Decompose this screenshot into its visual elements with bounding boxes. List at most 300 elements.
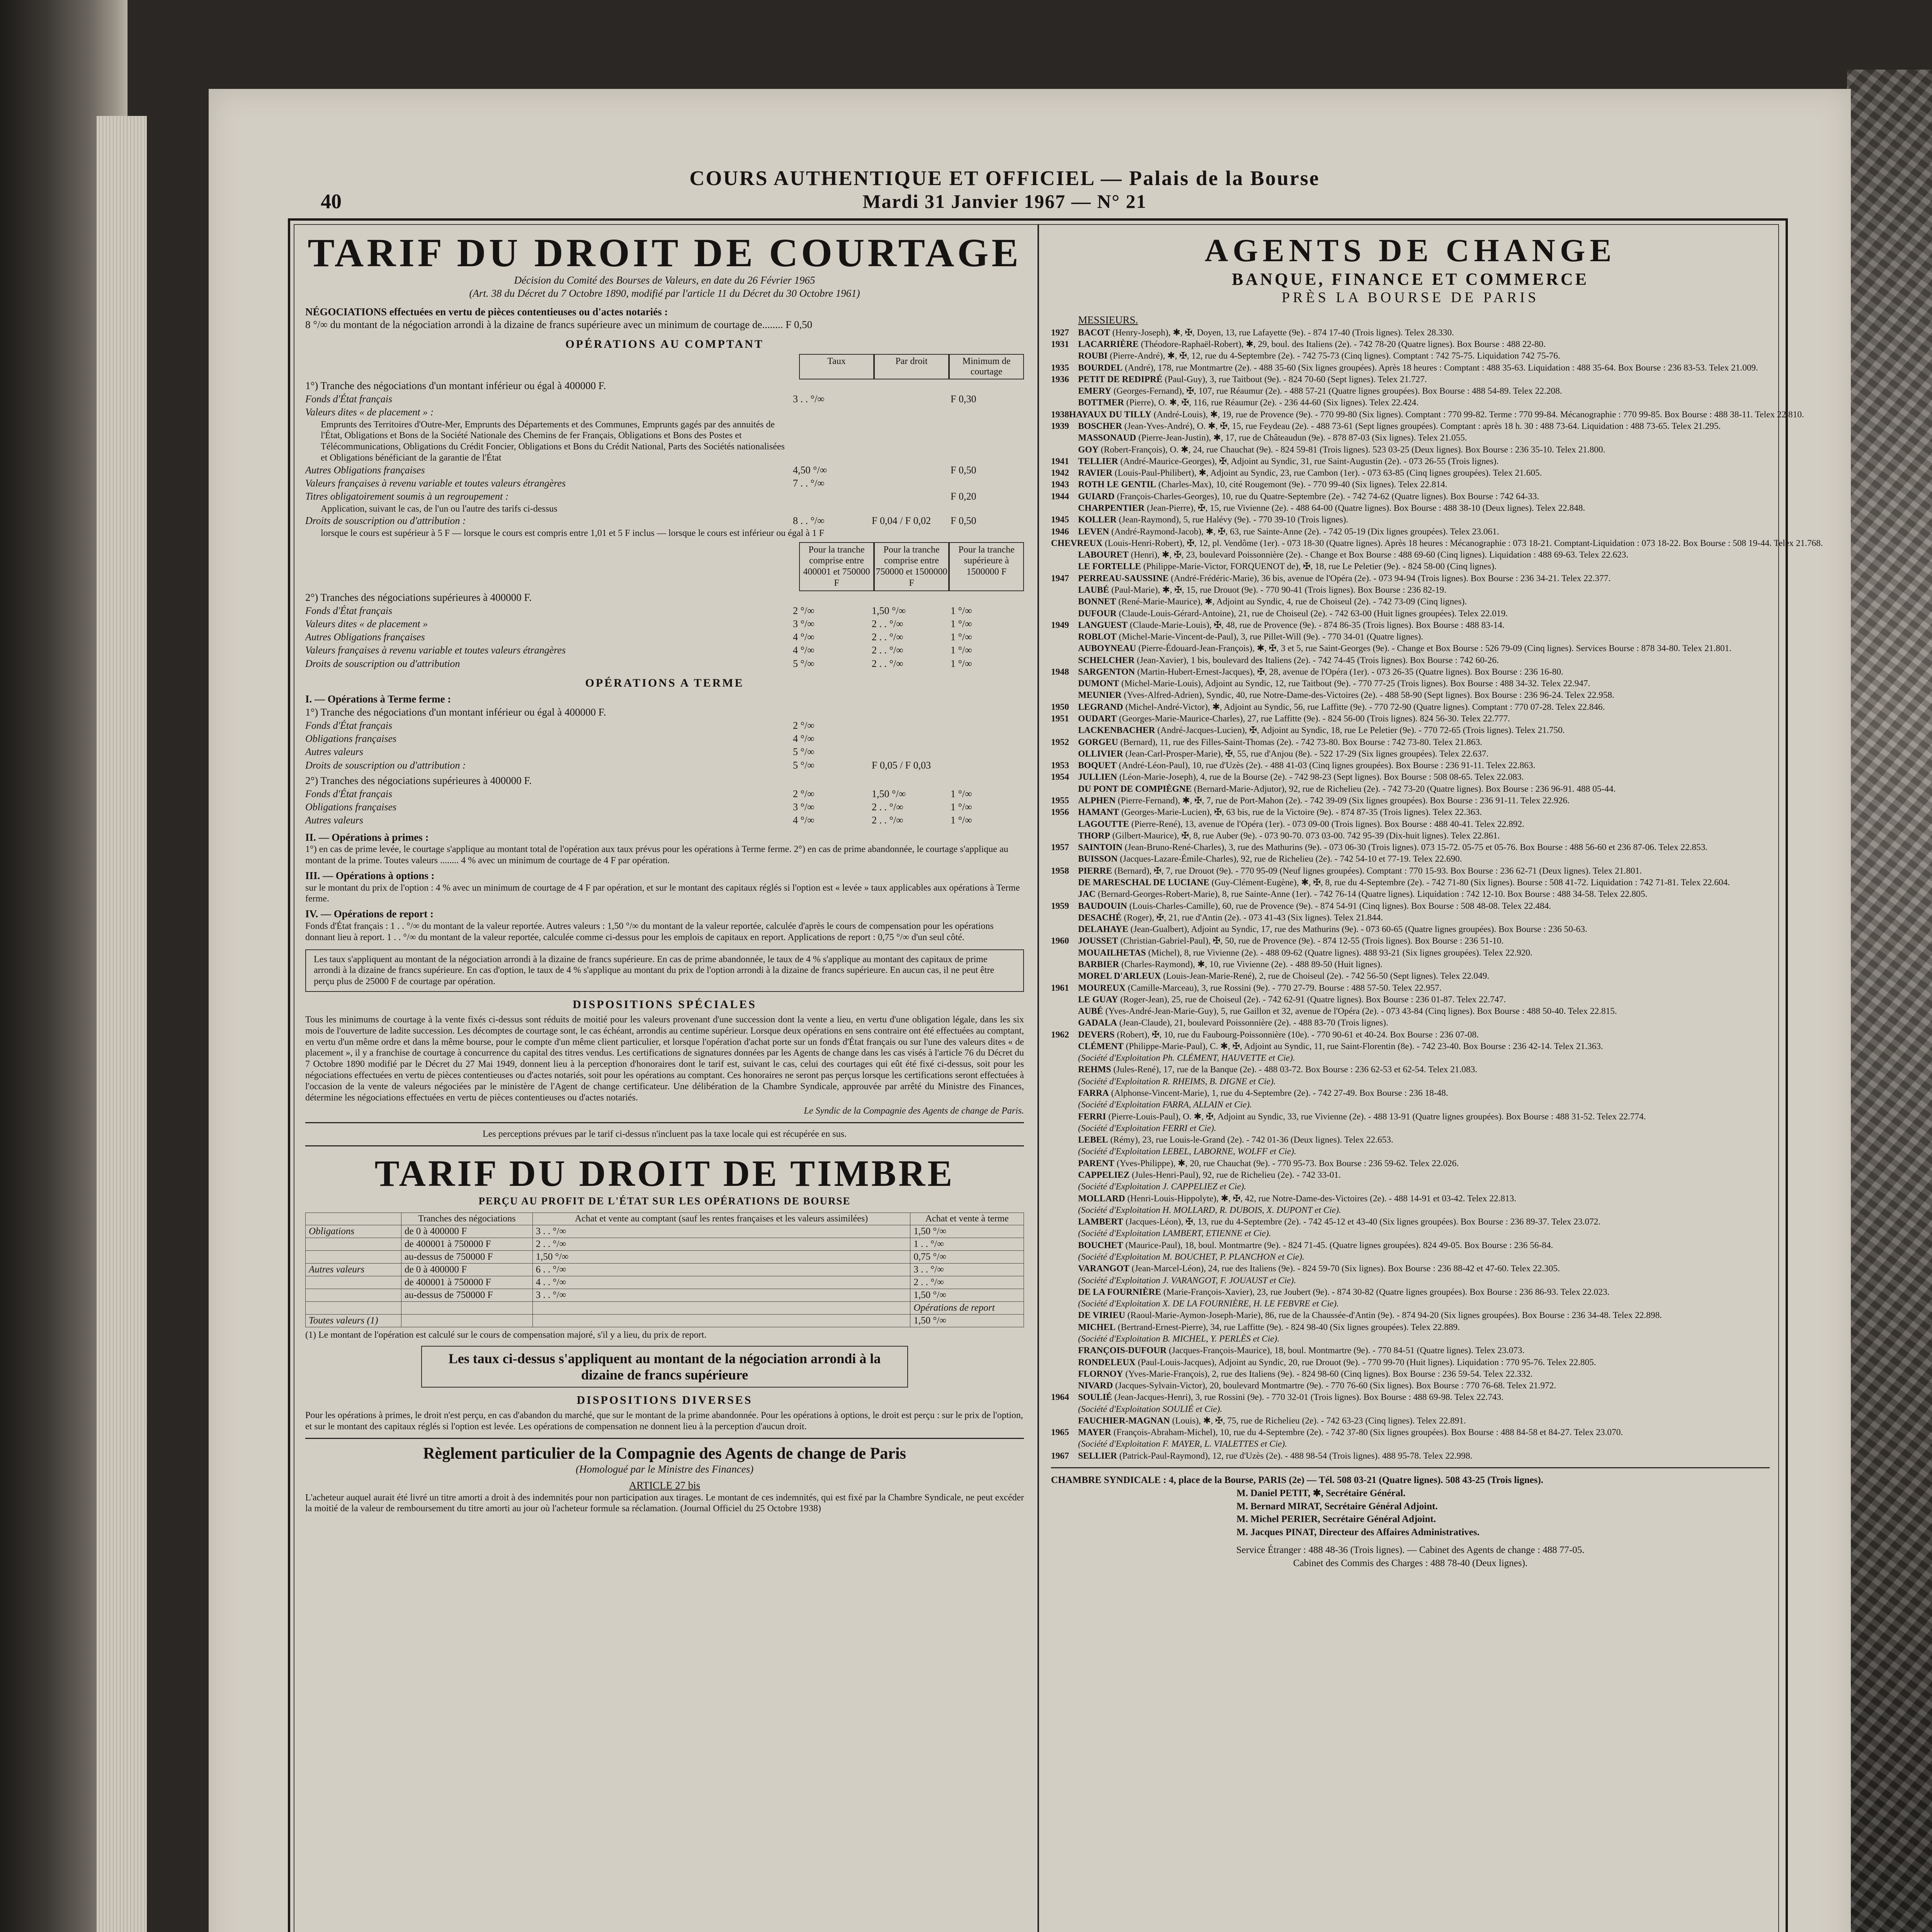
agent-year xyxy=(1051,596,1078,607)
agent-name: PIERRE xyxy=(1078,866,1112,876)
agent-details: (Yves-Marie-François), 2, rue des Italiens (9e). - 824 98-60 (Cinq lignes). Box Bourse : 236 59-54. Telex 22.332. xyxy=(1125,1369,1533,1379)
agent-year: 1957 xyxy=(1051,842,1069,853)
agent-entry xyxy=(1051,432,1770,444)
table-row: Valeurs françaises à revenu variable et toutes valeurs étrangères 4 °/∞ 2 . . °/∞ 1 °/∞ xyxy=(305,645,972,656)
agent-year xyxy=(1051,1087,1078,1099)
agent-name: AUBOYNEAU xyxy=(1078,643,1136,654)
page-edges xyxy=(97,116,147,1932)
agent-name: DE MARESCHAL DE LUCIANE xyxy=(1078,877,1209,888)
agent-details: (Pierre-Louis-Paul), O. ✱, ✠, Adjoint au Syndic, 33, rue Vivienne (2e). - 488 13-91 (Quatre lignes groupées). Box Bourse : 488 31-52. Telex 22.774. xyxy=(1108,1111,1646,1122)
agent-details: (Yves-Alfred-Adrien), Syndic, 40, rue Notre-Dame-des-Victoires (2e). - 488 58-90 (Sept lignes). Box Bourse : 236 96-24. Telex 22.958. xyxy=(1124,690,1614,701)
table-row: Autres Obligations françaises 4,50 °/∞ F 0,50 xyxy=(305,464,976,476)
agent-details: (Jacques-Lazare-Émile-Charles), 92, rue de Richelieu (2e). - 742 54-10 et 77-19. Telex 22.690. xyxy=(1120,854,1462,864)
agent-year xyxy=(1051,1099,1078,1111)
agent-entry xyxy=(1051,853,1770,865)
agent-name: ROTH LE GENTIL xyxy=(1078,480,1156,490)
table-row xyxy=(306,1301,1024,1314)
agent-details: (François-Abraham-Michel), 10, rue du 4-Septembre (2e). - 742 37-80 (Six lignes groupées). Box Bourse : 488 84-58 et 84-27. Telex 23.070. xyxy=(1113,1427,1623,1438)
primes-heading: II. — Opérations à primes : xyxy=(305,831,429,843)
agent-details: (Société d'Exploitation J. VARANGOT, F. JOUAUST et Cie). xyxy=(1078,1275,1296,1286)
agent-name: DE LA FOURNIÈRE xyxy=(1078,1287,1161,1297)
agent-details: (Maurice-Paul), 18, boul. Montmartre (9e). - 824 71-45. (Quatre lignes groupées). 824 49-05. Box Bourse : 236 56-84. xyxy=(1125,1240,1553,1250)
agent-year xyxy=(1051,549,1078,561)
page-number: 40 xyxy=(321,190,342,213)
courtage-decree: (Art. 38 du Décret du 7 Octobre 1890, modifié par l'article 11 du Décret du 30 Octobre 1961) xyxy=(469,287,860,299)
agent-name: BOQUET xyxy=(1078,760,1117,771)
agent-year xyxy=(1051,1240,1078,1251)
agent-year xyxy=(1051,853,1078,865)
agent-entry xyxy=(1051,982,1770,994)
agent-details: (Paul-Guy), 3, rue Taitbout (9e). - 824 70-60 (Sept lignes). Telex 21.727. xyxy=(1165,374,1427,384)
agent-entry xyxy=(1051,1380,1770,1391)
agent-name: REHMS xyxy=(1078,1065,1111,1075)
terme-rows xyxy=(305,719,1024,772)
agent-entry xyxy=(1051,1275,1770,1286)
agent-entry xyxy=(1051,1193,1770,1204)
agent-name: PERREAU-SAUSSINE xyxy=(1078,573,1169,583)
agent-name: FARRA xyxy=(1078,1088,1109,1099)
col-terme: Achat et vente à terme xyxy=(910,1213,1024,1225)
courtage-boxed-note: Les taux s'appliquent au montant de la négociation arrondi à la dizaine de francs supérieure. En cas de prime abandonnée, le taux de 4 % s'applique au montant des capitaux de prime arrondi à la dizaine de francs supérieure. En cas d'option, le taux de 4 % s'applique au montant du prix de l'option arrondi à la dizaine de francs supérieure. En aucun cas, il ne peut être perçu plus de 25000 F de courtage par opération. xyxy=(305,949,1024,992)
agent-year xyxy=(1051,1146,1078,1157)
agent-details: (Jean-Jacques-Henri), 3, rue Rossini (9e). - 770 32-01 (Trois lignes). Box Bourse : 488 69-98. Telex 22.743. xyxy=(1114,1392,1503,1403)
agent-year xyxy=(1051,444,1078,456)
comptant-t1: 1°) Tranche des négociations d'un montant inférieur ou égal à 400000 F. xyxy=(305,380,606,392)
agent-name: DESACHÉ xyxy=(1078,912,1122,923)
comptant-t2-rows xyxy=(305,604,1024,671)
agent-year xyxy=(1051,1298,1078,1310)
agent-details: (Yves-Philippe), ✱, 20, rue Chauchat (9e). - 770 95-73. Box Bourse : 236 59-62. Telex 22.026. xyxy=(1116,1158,1459,1168)
agent-details: (François-Charles-Georges), 10, rue du Quatre-Septembre (2e). - 742 74-62 (Quatre lignes). Box Bourse : 742 64-33. xyxy=(1117,491,1539,502)
agent-name: LEBEL xyxy=(1078,1135,1108,1145)
agent-details: (Société d'Exploitation R. RHEIMS, B. DIGNE et Cie). xyxy=(1078,1076,1276,1087)
agent-name: MASSONAUD xyxy=(1078,433,1136,443)
report-text: Fonds d'État français : 1 . . °/∞ du montant de la valeur reportée. Autres valeurs : 1,50 °/∞ du montant de la valeur reportée, calculée d'après le cours de compensation pour les opérations donnant lieu à report. 1 . . °/∞ du montant de la valeur reportée, calculée comme ci-dessus pour les emplois de capitaux en report. Applications de report : 0,75 °/∞ d'un seul côté. xyxy=(305,921,994,942)
agent-entry xyxy=(1051,830,1770,842)
chambre-syndicale xyxy=(1051,1474,1770,1570)
agent-year: 1931 xyxy=(1051,339,1069,350)
agent-details: (Pierre-Fernand), ✱, ✠, 7, rue de Port-Mahon (2e). - 742 39-09 (Six lignes groupées). Box Bourse : 236 91-11. Telex 22.926. xyxy=(1117,796,1570,806)
terme-heading: OPÉRATIONS A TERME xyxy=(585,677,744,690)
agent-details: (Louis), ✱, ✠, 75, rue de Richelieu (2e). - 742 63-23 (Cinq lignes). Telex 22.891. xyxy=(1172,1415,1466,1426)
agent-entry xyxy=(1051,643,1770,654)
agent-year: 1959 xyxy=(1051,901,1069,911)
agent-details: (Jean-Pierre), ✠, 15, rue Vivienne (2e). - 488 64-00 (Quatre lignes). Box Bourse : 488 38-10 (Deux lignes). Telex 22.848. xyxy=(1146,503,1585,513)
agent-year: 1944 xyxy=(1051,491,1069,502)
agent-entry xyxy=(1051,1415,1770,1427)
agent-name: MAYER xyxy=(1078,1427,1111,1438)
agent-entry xyxy=(1051,561,1770,572)
divider xyxy=(305,1438,1024,1439)
toutes-valeurs-rate: 1,50 °/∞ xyxy=(910,1314,1024,1327)
primes-text: 1°) en cas de prime levée, le courtage s'applique au montant total de l'opération aux taux prévus pour les opérations à Terme ferme. 2°) en cas de prime abandonnée, le courtage s'applique au montant de la prime. Toutes valeurs ........ 4 % avec un minimum de courtage de 4 F par opération. xyxy=(305,844,1009,866)
agent-entry xyxy=(1051,1158,1770,1169)
agent-entry xyxy=(1051,1427,1770,1438)
officer-line: M. Daniel PETIT, ✱, Secrétaire Général. xyxy=(1236,1488,1406,1498)
agent-year xyxy=(1051,783,1078,795)
agent-entry xyxy=(1051,1286,1770,1298)
table-row: Fonds d'État français 3 . . °/∞ F 0,30 xyxy=(305,393,976,405)
agent-entry xyxy=(1051,456,1770,467)
agent-entry xyxy=(1051,1450,1770,1462)
timbre-subtitle: PERÇU AU PROFIT DE L'ÉTAT SUR LES OPÉRATIONS DE BOURSE xyxy=(478,1195,851,1207)
agent-details: (Société d'Exploitation Ph. CLÉMENT, HAUVETTE et Cie). xyxy=(1078,1053,1295,1063)
table-row: Obligations françaises 3 °/∞ 2 . . °/∞ 1 °/∞ xyxy=(305,801,972,813)
officer-line: M. Bernard MIRAT, Secrétaire Général Adjoint. xyxy=(1236,1501,1438,1512)
agent-details: (Roger-Jean), 25, rue de Choiseul (2e). - 742 62-91 (Quatre lignes). Box Bourse : 236 01-87. Telex 22.747. xyxy=(1120,994,1506,1005)
terme-t2: 2°) Tranches des négociations supérieures à 400000 F. xyxy=(305,774,532,786)
agent-entry xyxy=(1051,1064,1770,1075)
agent-entry xyxy=(1051,1240,1770,1251)
agent-name: MOLLARD xyxy=(1078,1193,1125,1204)
agent-entry xyxy=(1051,724,1770,736)
agent-year xyxy=(1051,1122,1078,1134)
cabinet-commis: Cabinet des Commis des Charges : 488 78-40 (Deux lignes). xyxy=(1293,1558,1528,1568)
timbre-table xyxy=(305,1213,1024,1327)
agent-details: (Bernard-Georges-Robert-Marie), 8, rue Sainte-Anne (1er). - 742 76-14 (Quatre lignes). Liquidation : 742 12-10. Box Bourse : 488 34-58. Telex 22.805. xyxy=(1098,889,1648,900)
agent-details: (Jules-René), 17, rue de la Banque (2e). - 488 03-72. Box Bourse : 236 62-53 et 62-54. Telex 21.083. xyxy=(1113,1065,1478,1075)
agent-year: 1946 xyxy=(1051,526,1069,537)
agent-name: CAPPELIEZ xyxy=(1078,1170,1130,1180)
agent-details: (Société d'Exploitation X. DE LA FOURNIÈRE, H. LE FEBVRE et Cie). xyxy=(1078,1299,1339,1309)
agent-year: 1967 xyxy=(1051,1451,1069,1461)
col-minimum: Minimum de courtage xyxy=(949,354,1024,379)
agent-details: (Jean-Marcel-Léon), 24, rue des Italiens (9e). - 824 59-70 (Six lignes). Box Bourse : 236 88-42 et 47-60. Telex 22.305. xyxy=(1131,1264,1560,1274)
agent-year: 1936 xyxy=(1051,374,1069,384)
agent-details: (Paul-Louis-Jacques), Adjoint au Syndic, 20, rue Drouot (9e). - 770 99-70 (Huit lignes). Liquidation : 770 95-76. Telex 22.805. xyxy=(1138,1357,1596,1367)
agent-name: MOREL D'ARLEUX xyxy=(1078,971,1161,981)
agent-details: (Jean-Yves-André), O. ✱, ✠, 15, rue Feydeau (2e). - 488 73-61 (Sept lignes groupées). Comptant : après 18 h. 30 : 488 73-64. Liquidation : 488 73-65. Telex 21.295. xyxy=(1124,421,1721,431)
agent-details: (Bernard), 11, rue des Filles-Saint-Thomas (2e). - 742 73-80. Box Bourse : 742 73-80. Telex 21.863. xyxy=(1120,737,1482,747)
agent-name: DU PONT DE COMPIÈGNE xyxy=(1078,784,1192,794)
agent-entry xyxy=(1051,1298,1770,1310)
agent-details: (Léon-Marie-Joseph), 4, rue de la Bourse (2e). - 742 98-23 (Sept lignes). Box Bourse : 508 08-65. Telex 22.083. xyxy=(1119,772,1524,782)
agent-entry xyxy=(1051,935,1770,947)
table-row: Droits de souscription ou d'attribution : 8 . . °/∞ F 0,04 / F 0,02 F 0,50 xyxy=(305,515,976,527)
table-row: Autres valeurs 5 °/∞ xyxy=(305,746,815,758)
agent-details: (Robert), ✠, 10, rue du Faubourg-Poissonnière (10e). - 770 90-61 et 40-24. Box Bourse : 236 07-08. xyxy=(1117,1029,1479,1040)
agent-entry xyxy=(1051,888,1770,900)
officer-line: M. Michel PERIER, Secrétaire Général Adjoint. xyxy=(1236,1514,1436,1525)
agent-name: FRANÇOIS-DUFOUR xyxy=(1078,1345,1167,1356)
agent-name: RAVIER xyxy=(1078,468,1112,478)
agent-entry xyxy=(1051,1076,1770,1087)
agent-name: AUBÉ xyxy=(1078,1006,1103,1017)
agent-name: DE VIRIEU xyxy=(1078,1310,1125,1321)
agent-details: (Jean-Claude), 21, boulevard Poissonnière (2e). - 488 83-70 (Trois lignes). xyxy=(1119,1018,1388,1028)
report-heading: IV. — Opérations de report : xyxy=(305,908,434,920)
agent-entry xyxy=(1051,1368,1770,1380)
agent-details: (André-Louis), ✱, 19, rue de Provence (9e). - 770 99-80 (Six lignes). Comptant : 770 99-82. Terme : 770 99-84. Mécanographie : 770 99-85. Box Bourse : 488 38-11. Telex 22.810. xyxy=(1153,409,1804,420)
agent-name: FAUCHIER-MAGNAN xyxy=(1078,1415,1170,1426)
options-text: sur le montant du prix de l'option : 4 % avec un minimum de courtage de 4 F par opération, et sur le montant des capitaux réglés si l'option est « levée » taux applicables aux opérations à Terme ferme. xyxy=(305,883,1020,904)
agent-name: LEGRAND xyxy=(1078,702,1123,712)
agent-name: DUFOUR xyxy=(1078,608,1117,619)
agent-name: OUDART xyxy=(1078,714,1117,724)
agent-details: (Jacques-Léon), ✠, 13, rue du 4-Septembre (2e). - 742 45-12 et 43-40 (Six lignes groupées). Box Bourse : 236 89-37. Telex 23.072. xyxy=(1125,1217,1601,1227)
agent-entry xyxy=(1051,1333,1770,1345)
agent-name: BOSCHER xyxy=(1078,421,1122,431)
agent-entry xyxy=(1051,970,1770,982)
agent-year: 1927 xyxy=(1051,327,1069,338)
agent-year: 1964 xyxy=(1051,1392,1069,1403)
agent-year xyxy=(1051,1438,1078,1450)
agent-year xyxy=(1051,1321,1078,1333)
agent-details: (Société d'Exploitation LAMBERT, ETIENNE et Cie). xyxy=(1078,1228,1271,1239)
agent-year xyxy=(1051,1216,1078,1228)
agent-name: LAGOUTTE xyxy=(1078,819,1129,829)
table-row: Autres valeurs de 0 à 400000 F 6 . . °/∞ 3 . . °/∞ xyxy=(306,1263,1024,1276)
agent-entry xyxy=(1051,491,1770,502)
agent-name: KOLLER xyxy=(1078,515,1117,525)
agent-year xyxy=(1051,1415,1078,1427)
agent-details: (Philippe-Marie-Paul), C. ✱, ✠, Adjoint au Syndic, 11, rue Saint-Florentin (8e). - 742 23-40. Box Bourse : 236 42-14. Telex 21.363. xyxy=(1126,1041,1603,1051)
agent-entry xyxy=(1051,479,1770,490)
agent-entry xyxy=(1051,338,1770,350)
table-row: Valeurs dites « de placement » 3 °/∞ 2 . . °/∞ 1 °/∞ xyxy=(305,618,972,629)
agent-entry xyxy=(1051,713,1770,724)
agent-name: FLORNOY xyxy=(1078,1369,1123,1379)
table-row: Droits de souscription ou d'attribution : 5 °/∞ F 0,05 / F 0,03 xyxy=(305,759,931,771)
agent-year xyxy=(1051,959,1078,970)
agent-year xyxy=(1051,1076,1078,1087)
agent-details: (Jean-Xavier), 1 bis, boulevard des Italiens (2e). - 742 74-45 (Trois lignes). Box Bourse : 742 60-26. xyxy=(1137,655,1499,665)
table-row: de 400001 à 750000 F 4 . . °/∞ 2 . . °/∞ xyxy=(306,1276,1024,1289)
agent-entry xyxy=(1051,912,1770,923)
agent-details: (Société d'Exploitation M. BOUCHET, P. PLANCHON et Cie). xyxy=(1078,1252,1304,1262)
agent-name: LANGUEST xyxy=(1078,620,1128,630)
agent-details: (Jacques-Sylvain-Victor), 20, boulevard Montmartre (9e). - 770 76-60 (Six lignes). Box Bourse : 770 76-68. Telex 21.972. xyxy=(1115,1381,1556,1391)
agent-name: DUMONT xyxy=(1078,679,1119,689)
agent-entry xyxy=(1051,537,1823,549)
agent-year xyxy=(1051,502,1078,514)
table-header-row xyxy=(306,1213,1024,1225)
agent-year: 1952 xyxy=(1051,737,1069,747)
agent-entry xyxy=(1051,1357,1770,1368)
agent-year xyxy=(1051,818,1078,830)
agent-entry xyxy=(1051,350,1770,362)
agent-entry xyxy=(1051,736,1770,748)
agent-name: LACARRIÈRE xyxy=(1078,339,1139,350)
agent-year xyxy=(1051,1275,1078,1286)
agent-name: LACKENBACHER xyxy=(1078,725,1155,736)
agent-details: (Jean-Raymond), 5, rue Halévy (9e). - 770 39-10 (Trois lignes). xyxy=(1119,515,1349,525)
agent-name: MEUNIER xyxy=(1078,690,1122,701)
agent-year xyxy=(1051,947,1078,959)
report-label: Opérations de report xyxy=(910,1301,1024,1314)
agent-details: (Camille-Marceau), 3, rue Rossini (9e). - 770 27-79. Bourse : 488 57-50. Telex 22.957. xyxy=(1128,983,1442,993)
agent-details: (Louis-Charles-Camille), 60, rue de Provence (9e). - 874 54-91 (Cinq lignes). Box Bourse : 508 48-08. Telex 22.484. xyxy=(1129,901,1551,911)
agent-name: GADALA xyxy=(1078,1018,1117,1028)
agent-details: (André-Maurice-Georges), ✠, Adjoint au Syndic, 31, rue Saint-Augustin (2e). - 073 26-55 (Trois lignes). xyxy=(1120,456,1499,466)
agent-year xyxy=(1051,1111,1078,1122)
agent-year xyxy=(1051,994,1078,1005)
agent-entry xyxy=(1051,1029,1770,1041)
agent-year: 1955 xyxy=(1051,796,1069,806)
running-head-line1: COURS AUTHENTIQUE ET OFFICIEL — Palais de la Bourse xyxy=(689,167,1320,190)
agent-entry xyxy=(1051,1041,1770,1052)
agent-entry xyxy=(1051,748,1770,760)
agent-entry xyxy=(1051,1181,1770,1192)
agent-details: (Alphonse-Vincent-Marie), 1, rue du 4-Septembre (2e). - 742 27-49. Box Bourse : 236 18-48. xyxy=(1111,1088,1448,1099)
agent-entry xyxy=(1051,573,1770,584)
agent-year xyxy=(1051,1333,1078,1345)
agent-name: BOUCHET xyxy=(1078,1240,1123,1250)
agent-entry xyxy=(1051,795,1770,806)
article-text: L'acheteur auquel aurait été livré un titre amorti a droit à des indemnités pour non participation aux tirages. Le montant de ces indemnités, qui est fixé par la Chambre Syndicale, ne peut excéder la moitié de la valeur de remboursement du titre amorti au jour où l'acheteur formule sa réclamation. (Journal Officiel du 25 Octobre 1938) xyxy=(305,1492,1024,1514)
agent-name: HAYAUX DU TILLY xyxy=(1069,409,1151,420)
agent-name: DELAHAYE xyxy=(1078,924,1128,935)
agent-details: (Bernard), ✠, 7, rue Drouot (9e). - 770 95-09 (Neuf lignes groupées). Comptant : 770 15-93. Box Bourse : 236 62-71 (Deux lignes). Telex 21.801. xyxy=(1114,866,1642,876)
agent-year: 1965 xyxy=(1051,1427,1069,1438)
agent-year xyxy=(1051,608,1078,619)
agent-details: (Patrick-Paul-Raymond), 12, rue d'Uzès (2e). - 488 98-54 (Trois lignes). 488 95-78. Telex 22.998. xyxy=(1119,1451,1473,1461)
agent-entry xyxy=(1051,1087,1770,1099)
agent-entry xyxy=(1051,1111,1770,1122)
agent-name: DEVERS xyxy=(1078,1029,1115,1040)
agent-year xyxy=(1051,912,1078,923)
agent-year: 1943 xyxy=(1051,480,1069,490)
agent-entry xyxy=(1051,385,1770,397)
messieurs-label: MESSIEURS. xyxy=(1078,314,1138,326)
agent-year xyxy=(1051,1169,1078,1181)
agent-name: ALPHEN xyxy=(1078,796,1116,806)
agent-details: (Michel-André-Victor), ✱, Adjoint au Syndic, 56, rue Laffitte (9e). - 770 72-90 (Quatre lignes). Comptant : 770 07-28. Telex 22.846. xyxy=(1125,702,1605,712)
divider xyxy=(305,1122,1024,1123)
agent-entry xyxy=(1051,444,1770,456)
reglement-title: Règlement particulier de la Compagnie des Agents de change de Paris xyxy=(423,1445,906,1463)
agent-entry xyxy=(1051,1134,1770,1146)
agent-year xyxy=(1051,1228,1078,1239)
agent-year xyxy=(1051,561,1078,572)
agent-details: (Henri), ✱, ✠, 23, boulevard Poissonnière (2e). - Change et Box Bourse : 488 69-60 (Cinq lignes). Liquidation : 488 69-63. Telex 22.623. xyxy=(1131,550,1629,560)
agent-details: (Rémy), 23, rue Louis-le-Grand (2e). - 742 01-36 (Deux lignes). Telex 22.653. xyxy=(1110,1135,1393,1145)
agent-entry xyxy=(1051,1099,1770,1111)
agent-entry xyxy=(1051,771,1770,783)
table-row: au-dessus de 750000 F 3 . . °/∞ 1,50 °/∞ xyxy=(306,1289,1024,1301)
agent-year xyxy=(1051,970,1078,982)
agent-entry xyxy=(1051,526,1770,537)
agent-name: JULLIEN xyxy=(1078,772,1117,782)
agent-name: CHEVREUX xyxy=(1051,538,1103,548)
agent-name: RONDELEUX xyxy=(1078,1357,1136,1367)
agent-entry xyxy=(1051,1263,1770,1274)
chambre-line: CHAMBRE SYNDICALE : 4, place de la Bourse, PARIS (2e) — Tél. 508 03-21 (Quatre lignes). 508 43-25 (Trois lignes). xyxy=(1051,1475,1544,1486)
table-row: de 400001 à 750000 F 2 . . °/∞ 1 . . °/∞ xyxy=(306,1238,1024,1250)
agent-entry xyxy=(1051,1228,1770,1239)
terme-t2-rows xyxy=(305,787,1024,827)
agent-entry xyxy=(1051,655,1770,666)
table-row: Fonds d'État français 2 °/∞ 1,50 °/∞ 1 °/∞ xyxy=(305,605,972,616)
agent-name: EMERY xyxy=(1078,386,1111,396)
agent-name: OLLIVIER xyxy=(1078,748,1123,759)
agent-details: (Louis-Henri-Robert), ✠, 12, pl. Vendôme (1er). - 073 18-30 (Quatre lignes). Après 18 heures : Mécanographie : 073 18-21. Comptant-Liquidation : 073 18-22. Box Bourse : 508 19-44. Telex 21.768. xyxy=(1105,538,1823,548)
agent-details: (Henri-Louis-Hippolyte), ✱, ✠, 42, rue Notre-Dame-des-Victoires (2e). - 488 14-91 et 03-42. Telex 22.813. xyxy=(1127,1193,1517,1204)
article-heading: ARTICLE 27 bis xyxy=(629,1479,701,1491)
table-row: Valeurs dites « de placement » : xyxy=(305,406,434,418)
agent-details: (Société d'Exploitation SOULIÉ et Cie). xyxy=(1078,1404,1223,1414)
agent-year: 1953 xyxy=(1051,760,1069,771)
agent-year xyxy=(1051,1134,1078,1146)
running-head-line2: Mardi 31 Janvier 1967 — N° 21 xyxy=(862,190,1147,212)
agent-details: (Charles-Raymond), ✱, 10, rue Vivienne (2e). - 488 89-50 (Huit lignes). xyxy=(1121,959,1383,969)
agent-entry xyxy=(1051,1310,1770,1321)
agent-name: BACOT xyxy=(1078,327,1110,338)
table-row: Obligations françaises 4 °/∞ xyxy=(305,733,815,744)
agent-details: (Paul-Marie), ✱, ✠, 15, rue Drouot (9e). - 770 90-41 (Trois lignes). Box Bourse : 236 82-19. xyxy=(1111,585,1447,595)
agent-details: (Pierre), O. ✱, ✠, 116, rue Réaumur (2e). - 236 44-60 (Six lignes). Telex 22.424. xyxy=(1126,398,1419,408)
agent-list xyxy=(1051,327,1823,1462)
agent-year xyxy=(1051,1286,1078,1298)
agent-year xyxy=(1051,655,1078,666)
agent-year xyxy=(1051,923,1078,935)
agent-details: (Gilbert-Maurice), ✠, 8, rue Auber (9e). - 073 90-70. 073 03-00. 742 95-39 (Dix-huit lignes). Telex 22.861. xyxy=(1112,830,1500,841)
agent-year: 1954 xyxy=(1051,772,1069,782)
agent-entry xyxy=(1051,467,1770,479)
agent-entry xyxy=(1051,596,1770,607)
toutes-valeurs: Toutes valeurs (1) xyxy=(306,1314,401,1327)
agent-name: LAUBÉ xyxy=(1078,585,1109,595)
col-comptant: Achat et vente au comptant (sauf les rentes françaises et les valeurs assimilées) xyxy=(532,1213,910,1225)
agent-name: ROBLOT xyxy=(1078,632,1117,642)
agent-entry xyxy=(1051,1216,1770,1228)
agent-details: (Yves-André-Jean-Marie-Guy), 5, rue Gaillon et 32, avenue de l'Opéra (2e). - 073 43-84 (Cinq lignes). Box Bourse : 488 50-40. Telex 22.815. xyxy=(1105,1006,1617,1017)
agent-year xyxy=(1051,1251,1078,1263)
agent-year xyxy=(1051,1005,1078,1017)
timbre-boxed: Les taux ci-dessus s'appliquent au montant de la négociation arrondi à la dizaine de francs supérieure xyxy=(421,1346,908,1388)
agent-name: LE GUAY xyxy=(1078,994,1118,1005)
agent-entry xyxy=(1051,877,1770,888)
agent-entry xyxy=(1051,947,1770,959)
agent-entry xyxy=(1051,1169,1770,1181)
agents-subtitle: BANQUE, FINANCE ET COMMERCE xyxy=(1232,270,1589,289)
agent-year xyxy=(1051,877,1078,888)
agent-year xyxy=(1051,689,1078,701)
agent-entry xyxy=(1051,1345,1770,1356)
agent-details: (André-Jacques-Lucien), ✠, Adjoint au Syndic, 18, rue Le Peletier (9e). - 770 72-65 (Trois lignes). Telex 21.750. xyxy=(1157,725,1565,736)
agent-name: ROUBI xyxy=(1078,351,1108,361)
terme-t1: 1°) Tranche des négociations d'un montant inférieur ou égal à 400000 F. xyxy=(305,706,606,718)
agent-name: BOTTMER xyxy=(1078,398,1124,408)
agent-name: LEVEN xyxy=(1078,526,1109,537)
agent-year xyxy=(1051,1017,1078,1029)
agent-details: (André), 178, rue Montmartre (2e). - 488 35-60 (Six lignes groupées). Après 18 heures : Comptant : 488 35-63. Liquidation : 488 35-64. Box Bourse : 236 83-53. Telex 21.009. xyxy=(1125,362,1758,373)
agent-details: (Société d'Exploitation FARRA, ALLAIN et Cie). xyxy=(1078,1100,1252,1110)
agent-details: (Jean-Gualbert), Adjoint au Syndic, 17, rue des Mathurins (9e). - 073 60-65 (Quatre lignes groupées). Box Bourse : 236 50-63. xyxy=(1130,924,1587,935)
agent-name: BARBIER xyxy=(1078,959,1119,969)
agent-year xyxy=(1051,1052,1078,1064)
negociations-intro: NÉGOCIATIONS effectuées en vertu de pièces contentieuses ou d'actes notariés : xyxy=(305,306,668,318)
agent-year: 1947 xyxy=(1051,573,1069,583)
courtage-title: TARIF DU DROIT DE COURTAGE xyxy=(308,231,1022,275)
table-row: au-dessus de 750000 F 1,50 °/∞ 0,75 °/∞ xyxy=(306,1250,1024,1263)
agent-name: GOY xyxy=(1078,444,1099,455)
options-heading: III. — Opérations à options : xyxy=(305,869,435,881)
agent-year: 1942 xyxy=(1051,468,1069,478)
left-column xyxy=(305,232,1024,1514)
agent-entry xyxy=(1051,1122,1770,1134)
agent-year: 1949 xyxy=(1051,620,1069,630)
agent-details: (Bernard-Marie-Adjutor), 92, rue de Richelieu (2e). - 742 73-20 (Quatre lignes). Box Bourse : 236 96-91. 488 05-44. xyxy=(1194,784,1616,794)
table-row xyxy=(306,1314,1024,1327)
agent-name: TELLIER xyxy=(1078,456,1118,466)
agent-year: 1960 xyxy=(1051,936,1069,946)
agent-entry xyxy=(1051,514,1770,526)
agent-name: BAUDOUIN xyxy=(1078,901,1127,911)
agent-year: 1956 xyxy=(1051,807,1069,818)
table-row: Obligations de 0 à 400000 F 3 . . °/∞ 1,50 °/∞ xyxy=(306,1225,1024,1238)
reglement-subtitle: (Homologué par le Ministre des Finances) xyxy=(575,1463,754,1475)
